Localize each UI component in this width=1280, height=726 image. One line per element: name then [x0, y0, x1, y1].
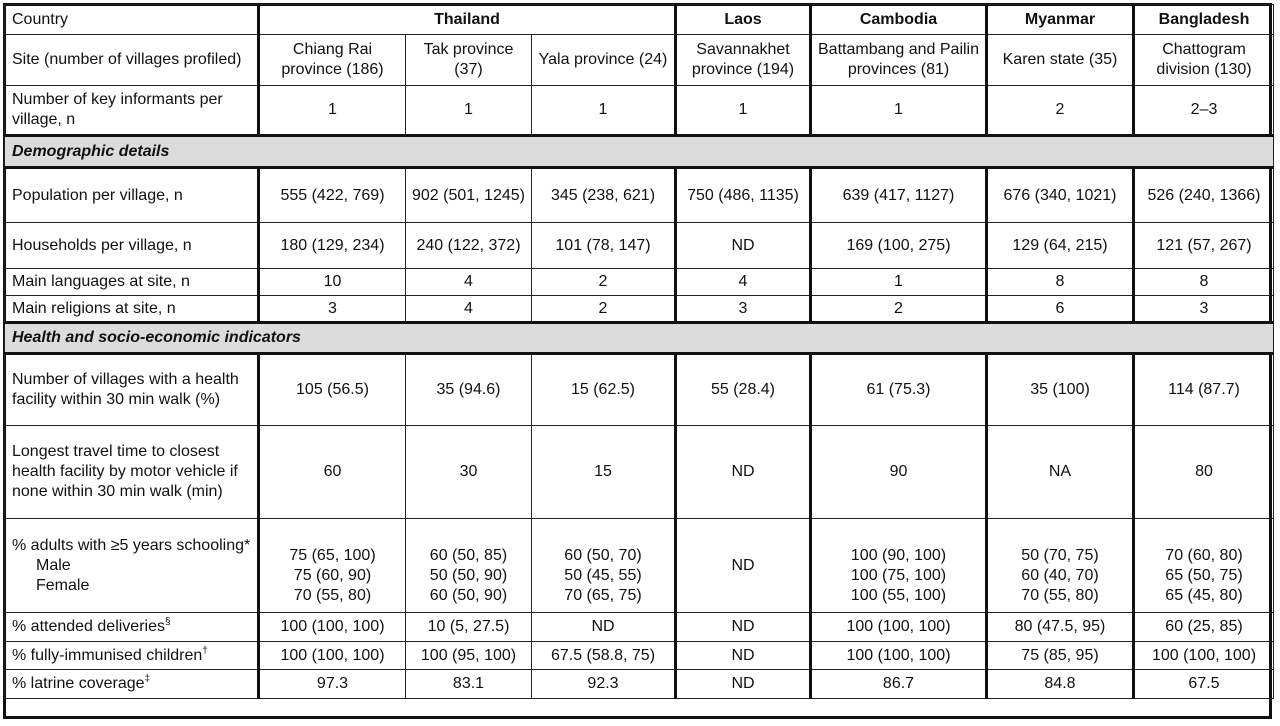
deliveries-cell: 100 (100, 100) — [259, 613, 406, 642]
section-health-row — [5, 323, 1274, 354]
households-cell: 240 (122, 372) — [406, 223, 532, 269]
languages-cell: 1 — [811, 269, 987, 296]
deliveries-cell: ND — [532, 613, 676, 642]
religions-cell: 2 — [811, 296, 987, 323]
latrine-cell: 83.1 — [406, 670, 532, 699]
schooling-male-label: Male — [36, 556, 71, 574]
immunised-label: % fully-immunised children — [12, 646, 203, 664]
latrine-cell: 92.3 — [532, 670, 676, 699]
schooling-female-value: 70 (55, 80) — [293, 586, 372, 604]
schooling-female-value: 100 (55, 100) — [850, 586, 947, 604]
languages-row — [5, 269, 1274, 296]
immunised-footnote-mark: † — [202, 645, 208, 657]
schooling-cell — [406, 519, 532, 613]
immunised-cell: 75 (85, 95) — [987, 642, 1134, 670]
schooling-female-value: 70 (55, 80) — [1021, 586, 1099, 604]
religions-cell: 3 — [1134, 296, 1274, 323]
immunised-cell: 100 (100, 100) — [1134, 642, 1274, 670]
schooling-female-label: Female — [36, 576, 90, 594]
travel-cell: 80 — [1134, 426, 1274, 519]
site-label: Site (number of villages profiled) — [5, 35, 259, 86]
informants-row — [5, 86, 1274, 136]
population-cell: 639 (417, 1127) — [811, 168, 987, 223]
languages-cell: 4 — [406, 269, 532, 296]
languages-cell: 2 — [532, 269, 676, 296]
households-cell: 101 (78, 147) — [532, 223, 676, 269]
latrine-label-cell — [5, 670, 259, 699]
schooling-male-value: 75 (60, 90) — [293, 566, 372, 584]
travel-label: Longest travel time to closest health facility by motor vehicle if none within 30 min walk (min) — [5, 426, 259, 519]
section-health-title: Health and socio-economic indicators — [5, 323, 1274, 354]
latrine-cell: ND — [676, 670, 811, 699]
country-thailand: Thailand — [259, 5, 676, 35]
informants-cell: 1 — [676, 86, 811, 136]
facility-row — [5, 354, 1274, 426]
households-cell: 180 (129, 234) — [259, 223, 406, 269]
facility-cell: 61 (75.3) — [811, 354, 987, 426]
travel-cell: 60 — [259, 426, 406, 519]
informants-cell: 2 — [987, 86, 1134, 136]
schooling-cell: ND — [676, 519, 811, 613]
population-cell: 345 (238, 621) — [532, 168, 676, 223]
religions-label: Main religions at site, n — [5, 296, 259, 323]
latrine-cell: 84.8 — [987, 670, 1134, 699]
schooling-male-value: 50 (50, 90) — [429, 566, 508, 584]
deliveries-cell: 10 (5, 27.5) — [406, 613, 532, 642]
site-cell: Karen state (35) — [987, 35, 1134, 86]
population-cell: 902 (501, 1245) — [406, 168, 532, 223]
deliveries-footnote-mark: § — [164, 616, 171, 628]
schooling-male-value: 60 (40, 70) — [1021, 566, 1099, 584]
site-row — [5, 35, 1274, 86]
population-cell: 750 (486, 1135) — [676, 168, 811, 223]
population-cell: 526 (240, 1366) — [1134, 168, 1274, 223]
schooling-all-value: 75 (65, 100) — [289, 546, 376, 564]
site-cell: Tak province (37) — [406, 35, 532, 86]
schooling-all-value: 60 (50, 85) — [429, 546, 508, 564]
travel-cell: NA — [987, 426, 1134, 519]
immunised-label-cell — [5, 642, 259, 670]
immunised-cell: 100 (95, 100) — [406, 642, 532, 670]
households-row — [5, 223, 1274, 269]
travel-cell: 90 — [811, 426, 987, 519]
immunised-cell: ND — [676, 642, 811, 670]
latrine-cell: 86.7 — [811, 670, 987, 699]
schooling-all-value: 60 (50, 70) — [564, 546, 642, 564]
schooling-male-value: 65 (50, 75) — [1165, 566, 1243, 584]
travel-cell: 15 — [532, 426, 676, 519]
schooling-female-value: 60 (50, 90) — [429, 586, 508, 604]
schooling-all-value: 70 (60, 80) — [1165, 546, 1243, 564]
deliveries-row — [5, 613, 1274, 642]
schooling-label-cell — [5, 519, 259, 613]
village-profile-table — [4, 4, 1274, 699]
deliveries-label-cell — [5, 613, 259, 642]
languages-cell: 10 — [259, 269, 406, 296]
schooling-cell — [1134, 519, 1274, 613]
languages-cell: 8 — [987, 269, 1134, 296]
informants-cell: 1 — [811, 86, 987, 136]
households-cell: ND — [676, 223, 811, 269]
country-header-row — [5, 5, 1274, 35]
households-label: Households per village, n — [5, 223, 259, 269]
deliveries-label: % attended deliveries — [12, 618, 165, 635]
schooling-cell — [259, 519, 406, 613]
section-demographic-title: Demographic details — [5, 136, 1274, 168]
languages-label: Main languages at site, n — [5, 269, 259, 296]
facility-cell: 15 (62.5) — [532, 354, 676, 426]
schooling-cell — [532, 519, 676, 613]
facility-cell: 35 (100) — [987, 354, 1134, 426]
site-cell: Battambang and Pailin provinces (81) — [811, 35, 987, 86]
religions-cell: 2 — [532, 296, 676, 323]
informants-cell: 1 — [259, 86, 406, 136]
latrine-label: % latrine coverage — [12, 675, 145, 692]
site-cell: Chattogram division (130) — [1134, 35, 1274, 86]
religions-cell: 4 — [406, 296, 532, 323]
informants-cell: 2–3 — [1134, 86, 1274, 136]
religions-cell: 3 — [676, 296, 811, 323]
population-cell: 555 (422, 769) — [259, 168, 406, 223]
travel-cell: 30 — [406, 426, 532, 519]
population-label: Population per village, n — [5, 168, 259, 223]
schooling-all-value: 50 (70, 75) — [1021, 546, 1099, 564]
languages-cell: 8 — [1134, 269, 1274, 296]
site-cell: Chiang Rai province (186) — [259, 35, 406, 86]
deliveries-cell: ND — [676, 613, 811, 642]
schooling-cell — [987, 519, 1134, 613]
schooling-row — [5, 519, 1274, 613]
latrine-cell: 67.5 — [1134, 670, 1274, 699]
informants-cell: 1 — [532, 86, 676, 136]
immunised-cell: 67.5 (58.8, 75) — [532, 642, 676, 670]
travel-cell: ND — [676, 426, 811, 519]
country-laos: Laos — [676, 5, 811, 35]
section-demographic-row — [5, 136, 1274, 168]
country-bangladesh: Bangladesh — [1134, 5, 1274, 35]
schooling-label: % adults with ≥5 years schooling* — [12, 536, 251, 554]
immunised-cell: 100 (100, 100) — [259, 642, 406, 670]
site-cell: Yala province (24) — [532, 35, 676, 86]
religions-row — [5, 296, 1274, 323]
facility-label: Number of villages with a health facility within 30 min walk (%) — [5, 354, 259, 426]
schooling-cell — [811, 519, 987, 613]
households-cell: 121 (57, 267) — [1134, 223, 1274, 269]
immunised-cell: 100 (100, 100) — [811, 642, 987, 670]
religions-cell: 6 — [987, 296, 1134, 323]
religions-cell: 3 — [259, 296, 406, 323]
latrine-cell: 97.3 — [259, 670, 406, 699]
population-cell: 676 (340, 1021) — [987, 168, 1134, 223]
households-cell: 129 (64, 215) — [987, 223, 1134, 269]
deliveries-cell: 60 (25, 85) — [1134, 613, 1274, 642]
deliveries-cell: 100 (100, 100) — [811, 613, 987, 642]
population-row — [5, 168, 1274, 223]
facility-cell: 35 (94.6) — [406, 354, 532, 426]
languages-cell: 4 — [676, 269, 811, 296]
country-myanmar: Myanmar — [987, 5, 1134, 35]
latrine-footnote-mark: ‡ — [144, 673, 151, 685]
latrine-row — [5, 670, 1274, 699]
schooling-male-value: 50 (45, 55) — [564, 566, 642, 584]
facility-cell: 105 (56.5) — [259, 354, 406, 426]
country-cambodia: Cambodia — [811, 5, 987, 35]
schooling-female-value: 65 (45, 80) — [1165, 586, 1243, 604]
informants-cell: 1 — [406, 86, 532, 136]
schooling-female-value: 70 (65, 75) — [564, 586, 642, 604]
facility-cell: 55 (28.4) — [676, 354, 811, 426]
households-cell: 169 (100, 275) — [811, 223, 987, 269]
deliveries-cell: 80 (47.5, 95) — [987, 613, 1134, 642]
schooling-all-value: 100 (90, 100) — [850, 546, 947, 564]
travel-row — [5, 426, 1274, 519]
site-cell: Savannakhet province (194) — [676, 35, 811, 86]
immunised-row — [5, 642, 1274, 670]
schooling-male-value: 100 (75, 100) — [850, 566, 947, 584]
country-label: Country — [5, 5, 259, 35]
facility-cell: 114 (87.7) — [1134, 354, 1274, 426]
informants-label: Number of key informants per village, n — [5, 86, 259, 136]
